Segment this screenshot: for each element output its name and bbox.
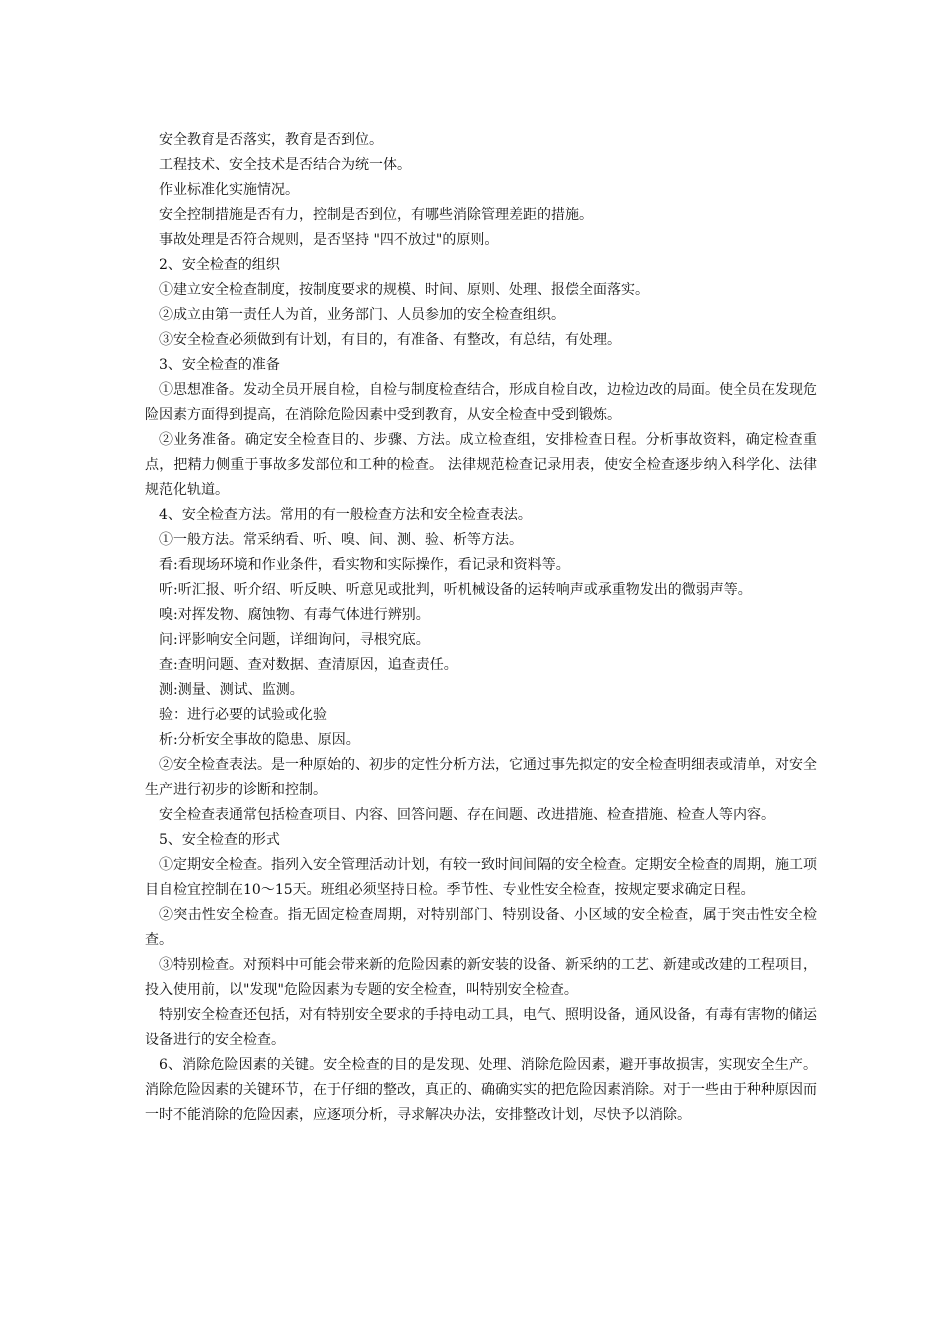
document-page [145,128,817,1128]
paragraph: ③安全检查必须做到有计划，有目的，有准备、有整改，有总结，有处理。 [159,332,621,348]
paragraph: 析:分析安全事故的隐患、原因。 [159,732,360,748]
paragraph: 安全教育是否落实，教育是否到位。 [159,132,383,148]
paragraph: ②安全检查表法。是一种原始的、初步的定性分析方法，它通过事先拟定的安全检查明细表或清单，对安全生产进行初步的诊断和控制。 [145,757,817,798]
paragraph: ②成立由第一责任人为首，业务部门、人员参加的安全检查组织。 [159,307,565,323]
paragraph: 6、消除危险因素的关键。安全检查的目的是发现、处理、消除危险因素，避开事故损害，实现安全生产。消除危险因素的关键环节，在于仔细的整改，真正的、确确实实的把危险因素消除。对于一些由于种种原因而一时不能消除的危险因素，应逐项分析，寻求解决办法，安排整改计划，尽快予以消除。 [145,1057,817,1123]
section-heading: 4、安全检查方法。常用的有一般检查方法和安全检查表法。 [159,507,532,523]
paragraph: 作业标准化实施情况。 [159,182,299,198]
paragraph: ①定期安全检查。指列入安全管理活动计划，有较一致时间间隔的安全检查。定期安全检查的周期，施工项目自检宜控制在10～15天。班组必须坚持日检。季节性、专业性安全检查，按规定要求确定日程。 [145,857,817,898]
paragraph: ③特别检查。对预料中可能会带来新的危险因素的新安装的设备、新采纳的工艺、新建或改建的工程项目，投入使用前，以"发现"危险因素为专题的安全检查，叫特别安全检查。 [145,957,817,998]
paragraph: 安全检查表通常包括检查项目、内容、回答问题、存在间题、改进措施、检查措施、检查人等内容。 [159,807,775,823]
section-heading: 5、安全检查的形式 [159,832,280,848]
paragraph: 工程技术、安全技术是否结合为统一体。 [159,157,411,173]
paragraph: ②业务准备。确定安全检查目的、步骤、方法。成立检查组，安排检查日程。分析事故资料，确定检查重点，把精力侧重于事故多发部位和工种的检查。 法律规范检查记录用表，使安全检查逐步纳入科学化、法律规范化轨道。 [145,432,817,498]
section-heading: 3、安全检查的准备 [159,357,280,373]
paragraph: 查:查明问题、查对数据、查清原因，追查责任。 [159,657,458,673]
paragraph: 看:看现场环境和作业条件，看实物和实际操作，看记录和资料等。 [159,557,570,573]
paragraph: 问:评影响安全问题，详细询问，寻根究底。 [159,632,430,648]
paragraph: ①建立安全检查制度，按制度要求的规模、时间、原则、处理、报偿全面落实。 [159,282,649,298]
paragraph: 嗅:对挥发物、腐蚀物、有毒气体进行辨别。 [159,607,430,623]
paragraph: 特别安全检查还包括，对有特别安全要求的手持电动工具，电气、照明设备，通风设备，有毒有害物的储运设备进行的安全检查。 [145,1007,817,1048]
paragraph: 测:测量、测试、监测。 [159,682,304,698]
paragraph: 听:听汇报、听介绍、听反映、听意见或批判，听机械设备的运转响声或承重物发出的微弱声等。 [159,582,752,598]
paragraph: 验：进行必要的试验或化验 [159,707,327,723]
paragraph: ②突击性安全检查。指无固定检查周期，对特别部门、特别设备、小区域的安全检查，属于突击性安全检查。 [145,907,817,948]
paragraph: 安全控制措施是否有力，控制是否到位，有哪些消除管理差距的措施。 [159,207,593,223]
section-heading: 2、安全检查的组织 [159,257,280,273]
paragraph: ①思想准备。发动全员开展自检，自检与制度检查结合，形成自检自改，边检边改的局面。使全员在发现危险因素方面得到提高，在消除危险因素中受到教育，从安全检查中受到锻炼。 [145,382,817,423]
paragraph: ①一般方法。常采纳看、听、嗅、间、测、验、析等方法。 [159,532,523,548]
paragraph: 事故处理是否符合规则，是否坚持 "四不放过"的原则。 [159,232,499,248]
